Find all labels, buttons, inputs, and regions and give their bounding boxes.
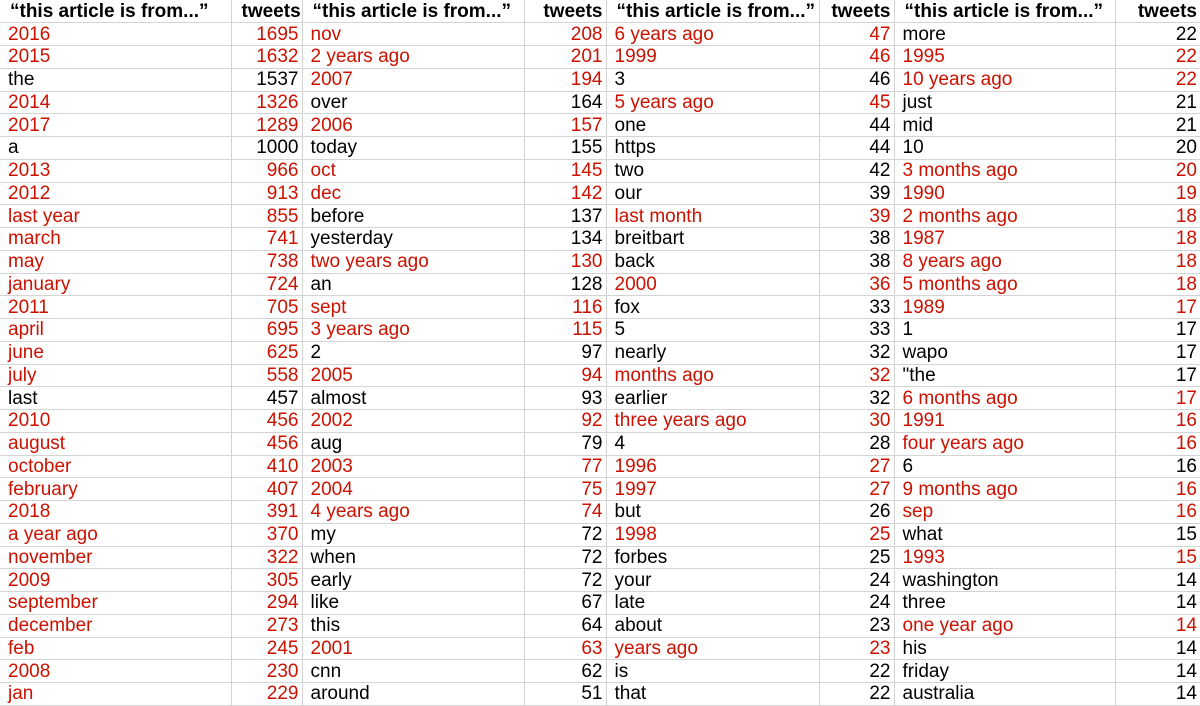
table-row bbox=[0, 319, 1200, 342]
term-cell[interactable]: but bbox=[606, 501, 819, 524]
tweets-cell[interactable]: 42 bbox=[819, 159, 894, 182]
term-cell[interactable]: july bbox=[0, 364, 231, 387]
term-cell[interactable]: friday bbox=[894, 660, 1115, 683]
tweets-header[interactable]: tweets bbox=[819, 0, 894, 23]
term-cell[interactable]: september bbox=[0, 592, 231, 615]
tweets-cell[interactable]: 93 bbox=[524, 387, 606, 410]
term-cell[interactable]: 2007 bbox=[302, 68, 524, 91]
table-row bbox=[0, 478, 1200, 501]
tweets-cell[interactable]: 44 bbox=[819, 114, 894, 137]
term-cell[interactable]: cnn bbox=[302, 660, 524, 683]
table-row bbox=[0, 660, 1200, 683]
term-cell[interactable]: last bbox=[0, 387, 231, 410]
term-cell[interactable]: 5 months ago bbox=[894, 273, 1115, 296]
tweets-cell[interactable]: 1632 bbox=[231, 46, 302, 69]
tweets-cell[interactable]: 19 bbox=[1115, 182, 1200, 205]
term-cell[interactable]: oct bbox=[302, 159, 524, 182]
tweets-cell[interactable]: 391 bbox=[231, 501, 302, 524]
table-row bbox=[0, 273, 1200, 296]
tweets-cell[interactable]: 16 bbox=[1115, 432, 1200, 455]
term-cell[interactable]: almost bbox=[302, 387, 524, 410]
tweets-cell[interactable]: 20 bbox=[1115, 159, 1200, 182]
term-cell[interactable]: early bbox=[302, 569, 524, 592]
tweets-cell[interactable]: 17 bbox=[1115, 341, 1200, 364]
term-cell[interactable]: is bbox=[606, 660, 819, 683]
term-cell[interactable]: 2014 bbox=[0, 91, 231, 114]
tweets-cell[interactable]: 18 bbox=[1115, 228, 1200, 251]
term-cell[interactable]: 3 bbox=[606, 68, 819, 91]
tweets-cell[interactable]: 14 bbox=[1115, 592, 1200, 615]
tweets-cell[interactable]: 738 bbox=[231, 250, 302, 273]
term-cell[interactable]: 9 months ago bbox=[894, 478, 1115, 501]
tweets-cell[interactable]: 1289 bbox=[231, 114, 302, 137]
term-cell[interactable]: 1996 bbox=[606, 455, 819, 478]
term-cell[interactable]: 1987 bbox=[894, 228, 1115, 251]
tweets-cell[interactable]: 22 bbox=[819, 683, 894, 706]
tweets-cell[interactable]: 22 bbox=[819, 660, 894, 683]
term-cell[interactable]: february bbox=[0, 478, 231, 501]
term-cell[interactable]: around bbox=[302, 683, 524, 706]
tweets-cell[interactable]: 1326 bbox=[231, 91, 302, 114]
tweets-cell[interactable]: 92 bbox=[524, 410, 606, 433]
tweets-cell[interactable]: 32 bbox=[819, 387, 894, 410]
tweets-cell[interactable]: 77 bbox=[524, 455, 606, 478]
term-cell[interactable]: 4 years ago bbox=[302, 501, 524, 524]
term-cell[interactable]: 1999 bbox=[606, 46, 819, 69]
tweets-cell[interactable]: 33 bbox=[819, 296, 894, 319]
term-cell[interactable]: 4 bbox=[606, 432, 819, 455]
term-cell[interactable]: fox bbox=[606, 296, 819, 319]
term-cell[interactable]: what bbox=[894, 523, 1115, 546]
term-cell[interactable]: 10 bbox=[894, 137, 1115, 160]
term-cell[interactable]: 3 years ago bbox=[302, 319, 524, 342]
term-cell[interactable]: an bbox=[302, 273, 524, 296]
term-cell[interactable]: 6 months ago bbox=[894, 387, 1115, 410]
term-cell[interactable]: 2 months ago bbox=[894, 205, 1115, 228]
term-cell[interactable]: 2013 bbox=[0, 159, 231, 182]
term-cell[interactable]: breitbart bbox=[606, 228, 819, 251]
table-row bbox=[0, 228, 1200, 251]
header-row bbox=[0, 0, 1200, 23]
tweets-cell[interactable]: 33 bbox=[819, 319, 894, 342]
term-cell[interactable]: my bbox=[302, 523, 524, 546]
tweets-cell[interactable]: 26 bbox=[819, 501, 894, 524]
term-cell[interactable]: june bbox=[0, 341, 231, 364]
term-cell[interactable]: one year ago bbox=[894, 614, 1115, 637]
term-cell[interactable]: this bbox=[302, 614, 524, 637]
tweets-cell[interactable]: 407 bbox=[231, 478, 302, 501]
tweets-cell[interactable]: 17 bbox=[1115, 364, 1200, 387]
term-cell[interactable]: last year bbox=[0, 205, 231, 228]
tweets-cell[interactable]: 229 bbox=[231, 683, 302, 706]
term-cell[interactable]: 1995 bbox=[894, 46, 1115, 69]
term-cell[interactable]: may bbox=[0, 250, 231, 273]
tweets-cell[interactable]: 21 bbox=[1115, 91, 1200, 114]
term-cell[interactable]: 3 months ago bbox=[894, 159, 1115, 182]
tweets-cell[interactable]: 64 bbox=[524, 614, 606, 637]
term-cell[interactable]: two bbox=[606, 159, 819, 182]
table-row bbox=[0, 205, 1200, 228]
term-cell[interactable]: our bbox=[606, 182, 819, 205]
term-cell[interactable]: 2001 bbox=[302, 637, 524, 660]
term-header[interactable]: “this article is from...” bbox=[894, 0, 1115, 23]
tweets-cell[interactable]: 20 bbox=[1115, 137, 1200, 160]
term-cell[interactable]: like bbox=[302, 592, 524, 615]
term-cell[interactable]: late bbox=[606, 592, 819, 615]
term-cell[interactable]: 2010 bbox=[0, 410, 231, 433]
tweets-cell[interactable]: 17 bbox=[1115, 387, 1200, 410]
tweets-cell[interactable]: 1537 bbox=[231, 68, 302, 91]
tweets-header[interactable]: tweets bbox=[231, 0, 302, 23]
tweets-cell[interactable]: 128 bbox=[524, 273, 606, 296]
table-row bbox=[0, 68, 1200, 91]
tweets-cell[interactable]: 558 bbox=[231, 364, 302, 387]
tweets-cell[interactable]: 705 bbox=[231, 296, 302, 319]
tweets-cell[interactable]: 38 bbox=[819, 228, 894, 251]
term-cell[interactable]: 2017 bbox=[0, 114, 231, 137]
term-cell[interactable]: 1997 bbox=[606, 478, 819, 501]
tweets-cell[interactable]: 79 bbox=[524, 432, 606, 455]
term-cell[interactable]: jan bbox=[0, 683, 231, 706]
tweets-cell[interactable]: 913 bbox=[231, 182, 302, 205]
tweets-cell[interactable]: 94 bbox=[524, 364, 606, 387]
term-cell[interactable]: forbes bbox=[606, 546, 819, 569]
tweets-cell[interactable]: 230 bbox=[231, 660, 302, 683]
tweets-cell[interactable]: 134 bbox=[524, 228, 606, 251]
term-cell[interactable]: 2004 bbox=[302, 478, 524, 501]
tweets-cell[interactable]: 724 bbox=[231, 273, 302, 296]
term-cell[interactable]: australia bbox=[894, 683, 1115, 706]
table-row bbox=[0, 341, 1200, 364]
table-row bbox=[0, 159, 1200, 182]
tweets-cell[interactable]: 116 bbox=[524, 296, 606, 319]
term-cell[interactable]: a year ago bbox=[0, 523, 231, 546]
table-row bbox=[0, 250, 1200, 273]
tweets-cell[interactable]: 457 bbox=[231, 387, 302, 410]
term-cell[interactable]: earlier bbox=[606, 387, 819, 410]
term-cell[interactable]: 2008 bbox=[0, 660, 231, 683]
term-cell[interactable]: the bbox=[0, 68, 231, 91]
term-cell[interactable]: wapo bbox=[894, 341, 1115, 364]
tweets-cell[interactable]: 14 bbox=[1115, 637, 1200, 660]
table-row bbox=[0, 114, 1200, 137]
tweets-cell[interactable]: 24 bbox=[819, 592, 894, 615]
term-cell[interactable]: his bbox=[894, 637, 1115, 660]
term-cell[interactable]: aug bbox=[302, 432, 524, 455]
term-cell[interactable]: 2016 bbox=[0, 23, 231, 46]
term-cell[interactable]: march bbox=[0, 228, 231, 251]
tweets-cell[interactable]: 38 bbox=[819, 250, 894, 273]
tweets-cell[interactable]: 45 bbox=[819, 91, 894, 114]
tweets-cell[interactable]: 1695 bbox=[231, 23, 302, 46]
term-cell[interactable]: four years ago bbox=[894, 432, 1115, 455]
term-cell[interactable]: sept bbox=[302, 296, 524, 319]
tweets-cell[interactable]: 15 bbox=[1115, 523, 1200, 546]
term-cell[interactable]: 2009 bbox=[0, 569, 231, 592]
term-cell[interactable]: 2003 bbox=[302, 455, 524, 478]
tweets-cell[interactable]: 74 bbox=[524, 501, 606, 524]
table-row bbox=[0, 182, 1200, 205]
term-cell[interactable]: 1998 bbox=[606, 523, 819, 546]
tweets-cell[interactable]: 142 bbox=[524, 182, 606, 205]
tweets-cell[interactable]: 137 bbox=[524, 205, 606, 228]
term-cell[interactable]: back bbox=[606, 250, 819, 273]
term-cell[interactable]: 1993 bbox=[894, 546, 1115, 569]
term-cell[interactable]: mid bbox=[894, 114, 1115, 137]
tweets-cell[interactable]: 14 bbox=[1115, 660, 1200, 683]
tweets-cell[interactable]: 39 bbox=[819, 182, 894, 205]
tweets-cell[interactable]: 25 bbox=[819, 523, 894, 546]
table-row bbox=[0, 614, 1200, 637]
tweets-cell[interactable]: 155 bbox=[524, 137, 606, 160]
term-cell[interactable]: 1 bbox=[894, 319, 1115, 342]
term-header[interactable]: “this article is from...” bbox=[302, 0, 524, 23]
tweets-cell[interactable]: 157 bbox=[524, 114, 606, 137]
table-row bbox=[0, 23, 1200, 46]
term-cell[interactable]: months ago bbox=[606, 364, 819, 387]
tweets-cell[interactable]: 72 bbox=[524, 546, 606, 569]
term-cell[interactable]: 1989 bbox=[894, 296, 1115, 319]
tweets-cell[interactable]: 28 bbox=[819, 432, 894, 455]
term-cell[interactable]: december bbox=[0, 614, 231, 637]
term-cell[interactable]: january bbox=[0, 273, 231, 296]
table-row bbox=[0, 501, 1200, 524]
tweets-cell[interactable]: 14 bbox=[1115, 569, 1200, 592]
tweets-cell[interactable]: 194 bbox=[524, 68, 606, 91]
table-row bbox=[0, 455, 1200, 478]
term-cell[interactable]: three bbox=[894, 592, 1115, 615]
term-cell[interactable]: 1991 bbox=[894, 410, 1115, 433]
term-cell[interactable]: washington bbox=[894, 569, 1115, 592]
tweets-cell[interactable]: 201 bbox=[524, 46, 606, 69]
table-row bbox=[0, 296, 1200, 319]
tweets-header[interactable]: tweets bbox=[524, 0, 606, 23]
term-cell[interactable]: 1990 bbox=[894, 182, 1115, 205]
term-cell[interactable]: before bbox=[302, 205, 524, 228]
term-cell[interactable]: 5 bbox=[606, 319, 819, 342]
term-cell[interactable]: two years ago bbox=[302, 250, 524, 273]
tweets-cell[interactable]: 27 bbox=[819, 455, 894, 478]
term-cell[interactable]: when bbox=[302, 546, 524, 569]
tweets-cell[interactable]: 966 bbox=[231, 159, 302, 182]
term-cell[interactable]: years ago bbox=[606, 637, 819, 660]
term-cell[interactable]: 10 years ago bbox=[894, 68, 1115, 91]
term-cell[interactable]: 2011 bbox=[0, 296, 231, 319]
tweets-cell[interactable]: 456 bbox=[231, 432, 302, 455]
tweets-cell[interactable]: 145 bbox=[524, 159, 606, 182]
tweets-cell[interactable]: 741 bbox=[231, 228, 302, 251]
tweets-cell[interactable]: 625 bbox=[231, 341, 302, 364]
tweets-cell[interactable]: 18 bbox=[1115, 250, 1200, 273]
term-cell[interactable]: "the bbox=[894, 364, 1115, 387]
term-cell[interactable]: 6 years ago bbox=[606, 23, 819, 46]
term-cell[interactable]: yesterday bbox=[302, 228, 524, 251]
term-cell[interactable]: 2006 bbox=[302, 114, 524, 137]
tweets-cell[interactable]: 17 bbox=[1115, 296, 1200, 319]
tweets-cell[interactable]: 17 bbox=[1115, 319, 1200, 342]
table-row bbox=[0, 410, 1200, 433]
term-cell[interactable]: 2012 bbox=[0, 182, 231, 205]
term-cell[interactable]: last month bbox=[606, 205, 819, 228]
tweets-cell[interactable]: 24 bbox=[819, 569, 894, 592]
term-cell[interactable]: feb bbox=[0, 637, 231, 660]
term-cell[interactable]: 5 years ago bbox=[606, 91, 819, 114]
tweets-cell[interactable]: 305 bbox=[231, 569, 302, 592]
tweets-cell[interactable]: 130 bbox=[524, 250, 606, 273]
term-cell[interactable]: your bbox=[606, 569, 819, 592]
term-header[interactable]: “this article is from...” bbox=[606, 0, 819, 23]
term-cell[interactable]: three years ago bbox=[606, 410, 819, 433]
tweets-cell[interactable]: 22 bbox=[1115, 46, 1200, 69]
tweets-cell[interactable]: 32 bbox=[819, 364, 894, 387]
term-cell[interactable]: one bbox=[606, 114, 819, 137]
tweets-cell[interactable]: 18 bbox=[1115, 273, 1200, 296]
table-body bbox=[0, 23, 1200, 706]
term-cell[interactable]: a bbox=[0, 137, 231, 160]
table-row bbox=[0, 546, 1200, 569]
table-row bbox=[0, 387, 1200, 410]
tweets-cell[interactable]: 245 bbox=[231, 637, 302, 660]
table-row bbox=[0, 569, 1200, 592]
tweets-cell[interactable]: 32 bbox=[819, 341, 894, 364]
tweets-cell[interactable]: 456 bbox=[231, 410, 302, 433]
tweets-cell[interactable]: 21 bbox=[1115, 114, 1200, 137]
table-row bbox=[0, 683, 1200, 706]
tweets-header[interactable]: tweets bbox=[1115, 0, 1200, 23]
tweets-cell[interactable]: 72 bbox=[524, 569, 606, 592]
term-cell[interactable]: 2 bbox=[302, 341, 524, 364]
tweets-cell[interactable]: 97 bbox=[524, 341, 606, 364]
tweets-cell[interactable]: 855 bbox=[231, 205, 302, 228]
term-cell[interactable]: 2018 bbox=[0, 501, 231, 524]
tweets-cell[interactable]: 15 bbox=[1115, 546, 1200, 569]
tweets-cell[interactable]: 75 bbox=[524, 478, 606, 501]
tweets-cell[interactable]: 1000 bbox=[231, 137, 302, 160]
tweets-cell[interactable]: 46 bbox=[819, 68, 894, 91]
table-row bbox=[0, 364, 1200, 387]
tweets-cell[interactable]: 322 bbox=[231, 546, 302, 569]
tweets-cell[interactable]: 67 bbox=[524, 592, 606, 615]
tweets-cell[interactable]: 30 bbox=[819, 410, 894, 433]
tweets-cell[interactable]: 273 bbox=[231, 614, 302, 637]
tweets-cell[interactable]: 16 bbox=[1115, 455, 1200, 478]
tweets-cell[interactable]: 36 bbox=[819, 273, 894, 296]
term-cell[interactable]: 2000 bbox=[606, 273, 819, 296]
table-row bbox=[0, 592, 1200, 615]
tweets-cell[interactable]: 22 bbox=[1115, 68, 1200, 91]
tweets-cell[interactable]: 410 bbox=[231, 455, 302, 478]
term-cell[interactable]: 2 years ago bbox=[302, 46, 524, 69]
term-cell[interactable]: over bbox=[302, 91, 524, 114]
tweets-cell[interactable]: 46 bbox=[819, 46, 894, 69]
tweets-cell[interactable]: 47 bbox=[819, 23, 894, 46]
tweets-cell[interactable]: 63 bbox=[524, 637, 606, 660]
tweets-cell[interactable]: 39 bbox=[819, 205, 894, 228]
table-row bbox=[0, 637, 1200, 660]
tweets-cell[interactable]: 51 bbox=[524, 683, 606, 706]
tweets-cell[interactable]: 164 bbox=[524, 91, 606, 114]
term-cell[interactable]: more bbox=[894, 23, 1115, 46]
tweets-cell[interactable]: 27 bbox=[819, 478, 894, 501]
term-cell[interactable]: sep bbox=[894, 501, 1115, 524]
term-cell[interactable]: april bbox=[0, 319, 231, 342]
term-cell[interactable]: august bbox=[0, 432, 231, 455]
tweets-cell[interactable]: 370 bbox=[231, 523, 302, 546]
term-cell[interactable]: 2005 bbox=[302, 364, 524, 387]
term-cell[interactable]: nearly bbox=[606, 341, 819, 364]
term-cell[interactable]: nov bbox=[302, 23, 524, 46]
term-cell[interactable]: 2002 bbox=[302, 410, 524, 433]
term-cell[interactable]: 6 bbox=[894, 455, 1115, 478]
term-cell[interactable]: dec bbox=[302, 182, 524, 205]
tweets-cell[interactable]: 62 bbox=[524, 660, 606, 683]
tweets-cell[interactable]: 22 bbox=[1115, 23, 1200, 46]
term-cell[interactable]: 8 years ago bbox=[894, 250, 1115, 273]
table-row bbox=[0, 523, 1200, 546]
tweets-cell[interactable]: 23 bbox=[819, 614, 894, 637]
tweets-cell[interactable]: 695 bbox=[231, 319, 302, 342]
table-row bbox=[0, 137, 1200, 160]
tweets-cell[interactable]: 23 bbox=[819, 637, 894, 660]
term-cell[interactable]: today bbox=[302, 137, 524, 160]
table-row bbox=[0, 91, 1200, 114]
table-row bbox=[0, 432, 1200, 455]
term-cell[interactable]: 2015 bbox=[0, 46, 231, 69]
tweets-cell[interactable]: 44 bbox=[819, 137, 894, 160]
term-header[interactable]: “this article is from...” bbox=[0, 0, 231, 23]
tweets-cell[interactable]: 72 bbox=[524, 523, 606, 546]
term-cell[interactable]: about bbox=[606, 614, 819, 637]
tweets-cell[interactable]: 16 bbox=[1115, 478, 1200, 501]
term-cell[interactable]: november bbox=[0, 546, 231, 569]
tweets-cell[interactable]: 16 bbox=[1115, 410, 1200, 433]
tweets-cell[interactable]: 18 bbox=[1115, 205, 1200, 228]
term-cell[interactable]: that bbox=[606, 683, 819, 706]
tweets-cell[interactable]: 25 bbox=[819, 546, 894, 569]
tweets-cell[interactable]: 14 bbox=[1115, 683, 1200, 706]
table-row bbox=[0, 46, 1200, 69]
term-cell[interactable]: october bbox=[0, 455, 231, 478]
tweets-cell[interactable]: 208 bbox=[524, 23, 606, 46]
tweets-cell[interactable]: 294 bbox=[231, 592, 302, 615]
term-cell[interactable]: just bbox=[894, 91, 1115, 114]
term-cell[interactable]: https bbox=[606, 137, 819, 160]
tweets-cell[interactable]: 16 bbox=[1115, 501, 1200, 524]
tweets-cell[interactable]: 14 bbox=[1115, 614, 1200, 637]
tweets-cell[interactable]: 115 bbox=[524, 319, 606, 342]
